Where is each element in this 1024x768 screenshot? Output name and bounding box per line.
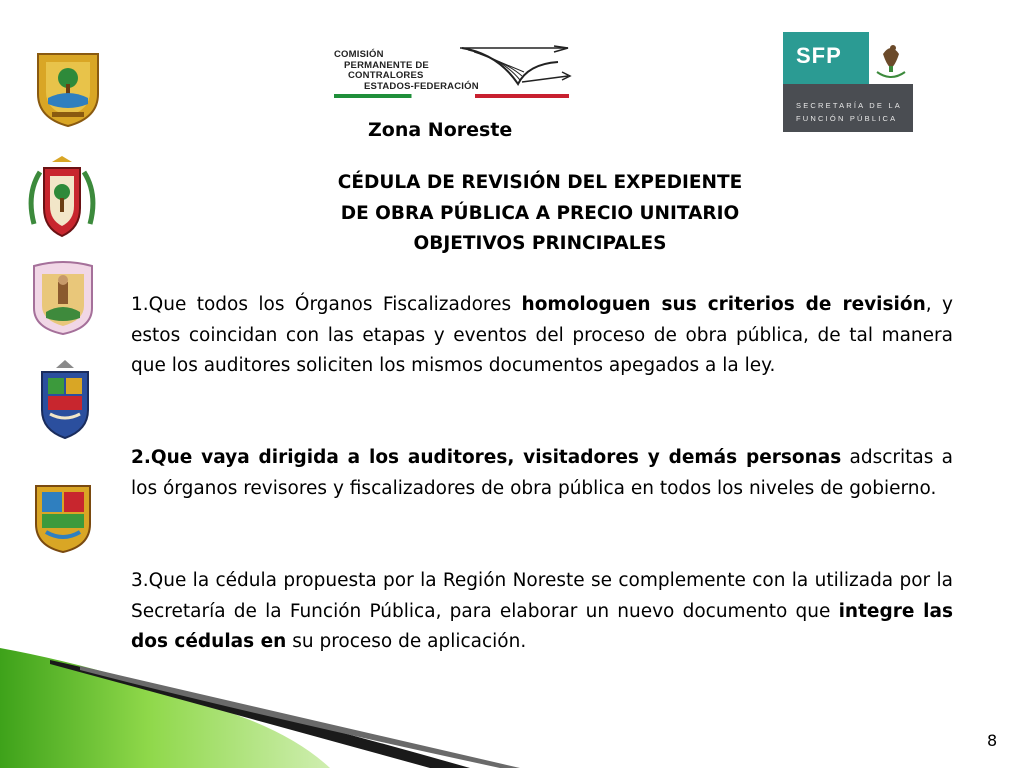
objective-2-text-end: adscritas a los órganos revisores y fiscalizadores de obra pública en todos los niveles de gobierno.: [131, 447, 953, 499]
title-line-1: CÉDULA DE REVISIÓN DEL EXPEDIENTE: [337, 172, 743, 193]
sfp-acronym: SFP: [796, 43, 842, 68]
zone-label: Zona Noreste: [368, 119, 513, 141]
title-line-2: DE OBRA PÚBLICA A PRECIO UNITARIO: [340, 203, 740, 224]
tamaulipas-seal-icon: [34, 358, 96, 440]
cpce-line-1: COMISIÓN: [334, 49, 384, 60]
cpce-line-3: CONTRALORES: [348, 70, 424, 81]
objective-3-text: 3.Que la cédula propuesta por la Región Noreste se complemente con la utilizada por la Secretaría de la Función Pública, para elaborar un nuevo documento que: [131, 570, 953, 622]
coahuila-seal-icon: [30, 48, 106, 128]
cpce-logo: [330, 44, 575, 104]
objective-1-emphasis: homologuen sus criterios de revisión: [521, 294, 926, 315]
estado-seal-icon: [32, 480, 94, 554]
objective-3-text-end: su proceso de aplicación.: [286, 631, 527, 652]
title-line-3: OBJETIVOS PRINCIPALES: [413, 233, 667, 254]
objective-1: [131, 290, 953, 382]
cpce-emblem-icon: [458, 44, 573, 94]
objective-2: [131, 443, 953, 504]
sfp-subtitle-1: SECRETARÍA DE LA: [796, 101, 902, 110]
cpce-flag-bar: [334, 94, 569, 98]
san-luis-potosi-seal-icon: [28, 258, 98, 336]
bottom-swoosh-decoration: [0, 640, 1024, 768]
cpce-line-2: PERMANENTE DE: [344, 59, 429, 71]
sfp-acronym-block: [783, 32, 869, 84]
objective-3-emphasis: integre las dos cédulas en: [131, 600, 953, 652]
objective-2-emphasis: 2.Que vaya dirigida a los auditores, visitadores y demás personas: [131, 447, 842, 468]
objective-1-text: 1.Que todos los Órganos Fiscalizadores: [131, 294, 522, 315]
sfp-subtitle-2: FUNCIÓN PÚBLICA: [796, 114, 898, 123]
page-number: 8: [987, 731, 998, 750]
nuevo-leon-seal-icon: [24, 154, 100, 246]
sfp-logo: [783, 32, 913, 132]
objective-1-text-end: , y estos coincidan con las etapas y eventos del proceso de obra pública, de tal manera que los auditores soliciten los mismos documentos apegados a la ley.: [131, 294, 953, 376]
mexico-eagle-icon: [869, 32, 913, 84]
cpce-line-4: ESTADOS-FEDERACIÓN: [364, 80, 479, 92]
